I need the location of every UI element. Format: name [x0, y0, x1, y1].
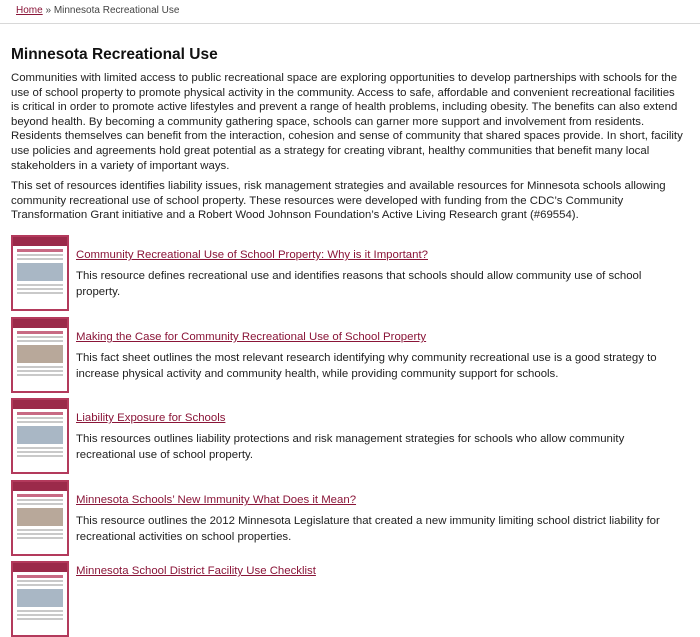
breadcrumb — [0, 0, 700, 24]
resource-link[interactable]: Community Recreational Use of School Property: Why is it Important? — [76, 249, 428, 261]
resource-thumbnail[interactable] — [11, 398, 69, 474]
breadcrumb-separator: » — [45, 5, 52, 16]
resource-description: This fact sheet outlines the most relevant research identifying why community recreational use is a good strategy to increase physical activity and community health, while providing community support for schools. — [76, 352, 657, 380]
intro-paragraph: Communities with limited access to public recreational space are exploring opportunities to develop partnerships with schools for the use of school property to promote physical activity in the community. Access to safe, affordable and convenient recreational facilities is critical in order to promote active lifestyles and prevent a range of health problems, including obesity. The benefits can also extend beyond health. By becoming a community gathering space, schools can garner more support and involvement from residents. Residents themselves can benefit from the interaction, cohesion and sense of community that shared spaces provide. In short, facility use policies and agreements hold great potential as a strategy for creating vibrant, healthy communities that benefit many local stakeholders in a variety of important ways. — [11, 72, 683, 172]
resource-description: This resources outlines liability protections and risk management strategies for schools who allow community recreational use of school property. — [76, 433, 625, 461]
resource-link[interactable]: Minnesota School District Facility Use Checklist — [76, 565, 316, 577]
resource-thumbnail[interactable] — [11, 235, 69, 311]
breadcrumb-current: Minnesota Recreational Use — [53, 5, 180, 16]
breadcrumb-home-link[interactable]: Home — [16, 5, 43, 16]
main-content — [11, 46, 683, 229]
resource-thumbnail[interactable] — [11, 480, 69, 556]
page-title: Minnesota Recreational Use — [11, 46, 218, 63]
resource-link[interactable]: Minnesota Schools’ New Immunity What Does it Mean? — [76, 494, 357, 506]
resource-description: This resource defines recreational use and identifies reasons that schools should allow community use of school property. — [76, 270, 642, 298]
resource-link[interactable]: Liability Exposure for Schools — [76, 412, 226, 424]
resource-thumbnail[interactable] — [11, 561, 69, 637]
resource-link[interactable]: Making the Case for Community Recreational Use of School Property — [76, 331, 427, 343]
resource-thumbnail[interactable] — [11, 317, 69, 393]
funding-paragraph: This set of resources identifies liability issues, risk management strategies and available resources for Minnesota schools allowing community recreational use of school property. These resources were developed with funding from the CDC’s Community Transformation Grant initiative and a Robert Wood Johnson Foundation’s Active Living Research grant (#69554). — [11, 180, 666, 222]
resource-description: This resource outlines the 2012 Minnesota Legislature that created a new immunity limiting school district liability for recreational activities on school properties. — [76, 515, 660, 543]
